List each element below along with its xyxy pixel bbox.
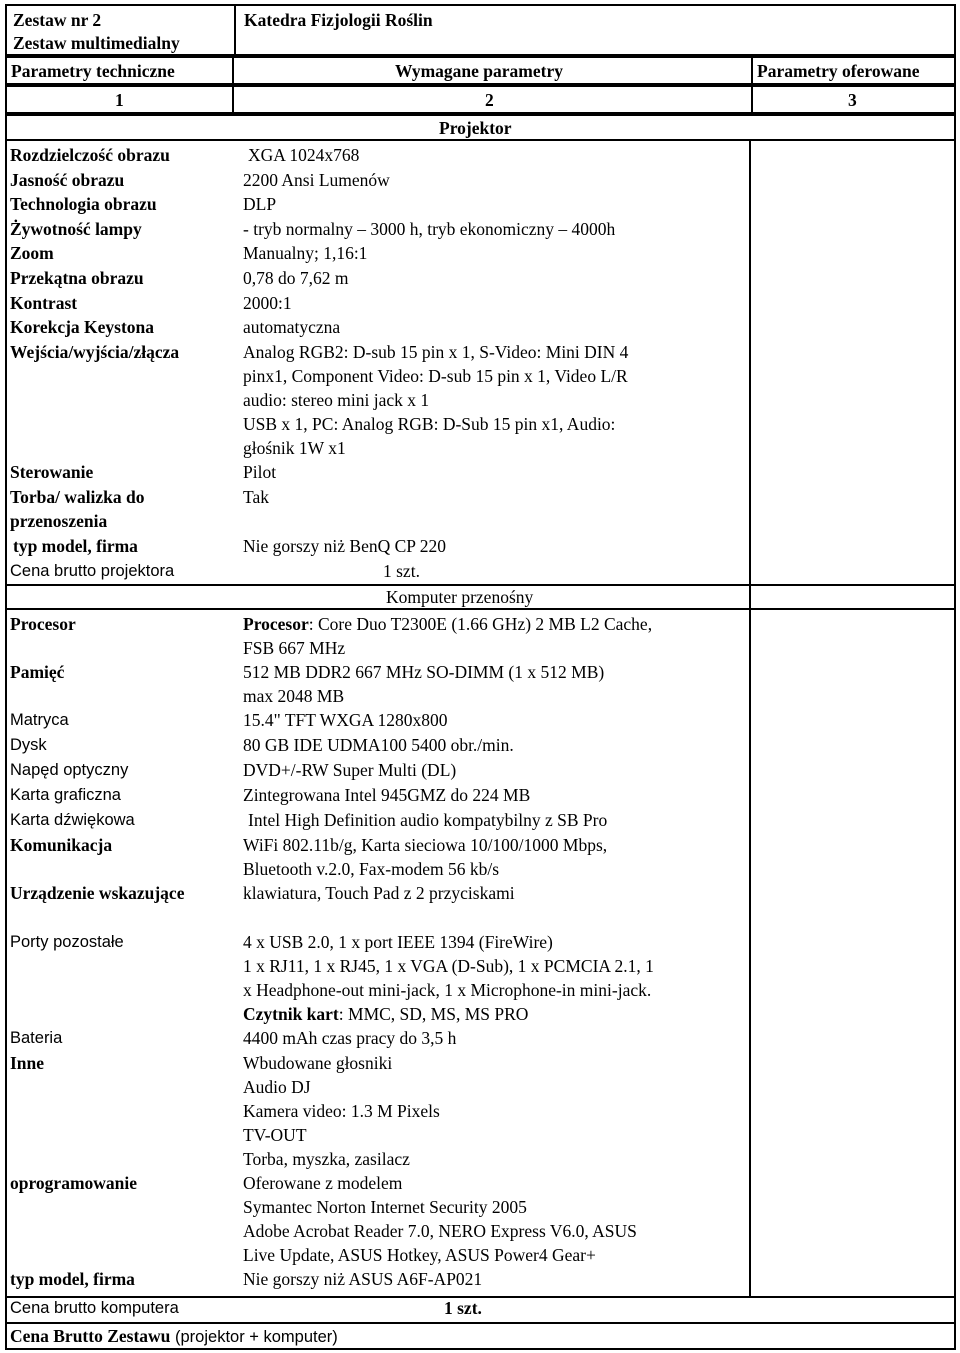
row-value: Manualny; 1,16:1: [243, 243, 368, 263]
row-label: Porty pozostałe: [10, 933, 124, 951]
row-label: Karta graficzna: [10, 786, 121, 804]
row-value: 15.4" TFT WXGA 1280x800: [243, 710, 448, 730]
value-text: : MMC, SD, MS, MS PRO: [338, 1004, 529, 1024]
row-label: Zoom: [10, 243, 54, 263]
row-label: Jasność obrazu: [10, 170, 125, 190]
row-label: Torba/ walizka do przenoszenia: [10, 487, 145, 531]
row-value: - tryb normalny – 3000 h, tryb ekonomiczny – 4000h: [243, 219, 616, 239]
column-numbers-row: [5, 85, 956, 114]
col1-title: Parametry techniczne: [11, 61, 175, 81]
row-label: Pamięć: [10, 662, 65, 682]
row-label: Procesor: [10, 614, 76, 634]
col3-number: 3: [848, 90, 857, 110]
total-bold: Cena Brutto Zestawu: [10, 1326, 171, 1346]
value-bold-prefix: Procesor: [243, 614, 309, 634]
row-value: Analog RGB2: D-sub 15 pin x 1, S-Video: Mini DIN 4 pinx1, Component Video: D-sub 15 pin x 1, Video L/R audio: stereo mini jack x 1 USB x 1, PC: Analog RGB: D-Sub 15 pin x1, Audio: głośnik 1W x1: [243, 342, 629, 458]
row-label: Napęd optyczny: [10, 761, 129, 779]
row-label: Komunikacja: [10, 835, 113, 855]
column-titles-row: [5, 56, 956, 85]
row-label: Korekcja Keystona: [10, 317, 155, 337]
row-value: [243, 612, 748, 660]
row-value: automatyczna: [243, 317, 341, 337]
row-label: Technologia obrazu: [10, 194, 157, 214]
department-cell: [234, 4, 956, 56]
col2-number: 2: [485, 90, 494, 110]
row-value: WiFi 802.11b/g, Karta sieciowa 10/100/1000 Mbps, Bluetooth v.2.0, Fax-modem 56 kb/s: [243, 835, 608, 879]
row-label: Inne: [10, 1053, 45, 1073]
row-value: Oferowane z modelem Symantec Norton Internet Security 2005 Adobe Acrobat Reader 7.0, NERO Express V6.0, ASUS Live Update, ASUS Hotkey, ASUS Power4 Gear+: [243, 1173, 637, 1265]
row-value: Nie gorszy niż BenQ CP 220: [243, 536, 447, 556]
row-value: 4400 mAh czas pracy do 3,5 h: [243, 1028, 457, 1048]
value-bold-prefix: Czytnik kart: [243, 1004, 339, 1024]
row-label: Żywotność lampy: [10, 219, 142, 239]
row-label: Przekątna obrazu: [10, 268, 144, 288]
row-value: DVD+/-RW Super Multi (DL): [243, 760, 457, 780]
total-price-label: [10, 1324, 338, 1349]
row-value: Zintegrowana Intel 945GMZ do 224 MB: [243, 785, 531, 805]
row-label: Wejścia/wyjścia/złącza: [10, 342, 180, 362]
row-label: oprogramowanie: [10, 1173, 138, 1193]
row-value: 80 GB IDE UDMA100 5400 obr./min.: [243, 735, 514, 755]
set-name: Zestaw multimedialny: [13, 33, 180, 53]
row-value: [243, 930, 748, 1026]
row-label: Cena brutto komputera: [10, 1299, 179, 1317]
row-label: typ model, firma: [13, 536, 138, 556]
projector-section-header: [5, 114, 956, 141]
row-value: 2000:1: [243, 293, 292, 313]
row-value: XGA 1024x768: [248, 145, 360, 165]
value-text: 4 x USB 2.0, 1 x port IEEE 1394 (FireWire) 1 x RJ11, 1 x RJ45, 1 x VGA (D-Sub), 1 x PCMCIA 2.1, 1 x Headphone-out mini-jack, 1 x Microphone-in mini-jack.: [243, 932, 654, 1000]
row-label: Dysk: [10, 736, 47, 754]
col2-title: Wymagane parametry: [395, 61, 563, 81]
row-value: 1 szt.: [383, 561, 420, 581]
row-value: 0,78 do 7,62 m: [243, 268, 349, 288]
col1-number: 1: [115, 90, 124, 110]
row-value: Wbudowane głosniki Audio DJ Kamera video: 1.3 M Pixels TV-OUT Torba, myszka, zasilacz: [243, 1053, 440, 1169]
row-value: Intel High Definition audio kompatybilny z SB Pro: [248, 810, 608, 830]
row-value: 1 szt.: [444, 1298, 482, 1318]
row-label: Cena brutto projektora: [10, 562, 175, 580]
row-value: 512 MB DDR2 667 MHz SO-DIMM (1 x 512 MB) max 2048 MB: [243, 662, 605, 706]
row-label: Matryca: [10, 711, 69, 729]
row-value: klawiatura, Touch Pad z 2 przyciskami: [243, 883, 515, 903]
row-label: Bateria: [10, 1029, 63, 1047]
row-value: Tak: [243, 487, 269, 507]
total-rest: (projektor + komputer): [170, 1328, 338, 1346]
row-label: Sterowanie: [10, 462, 94, 482]
row-value: DLP: [243, 194, 277, 214]
row-label: Urządzenie wskazujące: [10, 883, 185, 903]
laptop-section-title: Komputer przenośny: [386, 587, 534, 607]
set-number: Zestaw nr 2: [13, 10, 102, 30]
row-label: Karta dźwiękowa: [10, 811, 135, 829]
row-label: Kontrast: [10, 293, 78, 313]
col3-title: Parametry oferowane: [757, 61, 920, 81]
row-label: Rozdzielczość obrazu: [10, 145, 170, 165]
projector-section-title: Projektor: [439, 118, 512, 138]
row-value: 2200 Ansi Lumenów: [243, 170, 390, 190]
department-name: Katedra Fizjologii Roślin: [244, 10, 433, 30]
row-label: typ model, firma: [10, 1269, 135, 1289]
set-info-cell: [5, 4, 236, 56]
row-value: Nie gorszy niż ASUS A6F-AP021: [243, 1269, 483, 1289]
row-value: Pilot: [243, 462, 277, 482]
value-text: : Core Duo T2300E (1.66 GHz) 2 MB L2 Cache, FSB 667 MHz: [243, 614, 653, 658]
